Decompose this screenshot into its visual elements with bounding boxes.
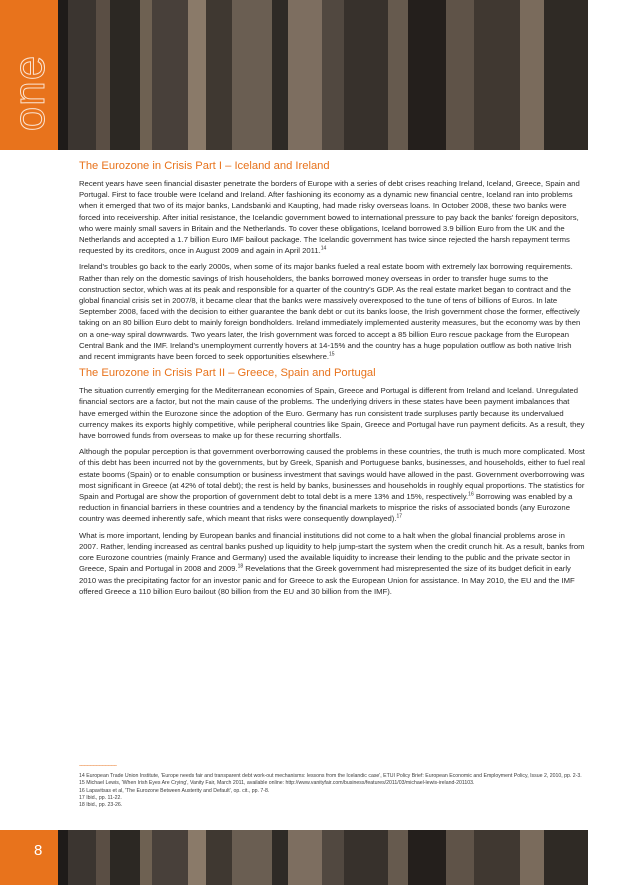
band-stripe bbox=[408, 0, 446, 150]
band-stripe bbox=[322, 0, 344, 150]
band-stripe bbox=[272, 830, 288, 885]
band-stripe bbox=[272, 0, 288, 150]
footnote-ref[interactable]: 18 bbox=[237, 563, 244, 570]
footnote: 17 Ibid., pp. 11-22. bbox=[79, 794, 122, 801]
section-title-1: The Eurozone in Crisis Part I – Iceland and Ireland bbox=[79, 160, 330, 172]
band-stripe bbox=[544, 830, 588, 885]
band-stripe bbox=[188, 830, 206, 885]
footer-band bbox=[0, 830, 638, 885]
header-band bbox=[0, 0, 638, 150]
band-stripe bbox=[96, 0, 110, 150]
footnote: 14 European Trade Union Institute, 'Europe needs fair and transparent debt work-out mechanisms: lessons from the Icelandic case', ETUI Policy Brief: European Economic and Employment Policy, Issue 2, 2010, pp. 2-3. bbox=[79, 773, 582, 779]
band-stripe bbox=[474, 830, 520, 885]
footnote-ref[interactable]: 16 bbox=[468, 491, 474, 498]
page-number: 8 bbox=[34, 842, 43, 859]
footnote-ref[interactable]: 14 bbox=[320, 245, 327, 252]
footnote-ref[interactable]: 17 bbox=[396, 513, 403, 520]
band-stripe bbox=[232, 0, 272, 150]
band-stripe bbox=[388, 830, 408, 885]
band-stripe bbox=[474, 0, 520, 150]
band-stripe bbox=[446, 0, 474, 150]
band-stripe bbox=[520, 0, 544, 150]
band-stripe bbox=[152, 0, 188, 150]
band-stripe bbox=[288, 830, 322, 885]
band-stripe bbox=[140, 0, 152, 150]
band-stripe bbox=[322, 830, 344, 885]
footnote: 16 Lapavitsas et al, 'The Eurozone Between Austerity and Default', op. cit., pp. 7-8. bbox=[79, 787, 270, 794]
footnote: 18 Ibid., pp. 23-26. bbox=[79, 802, 123, 809]
band-stripe bbox=[544, 0, 588, 150]
paragraph: The situation currently emerging for the Mediterranean economies of Spain, Greece and Portugal is different from Ireland and Iceland. Unregulated financial sectors are a factor, but not the main cause of the problems. The underlying drivers in these states have been payment imbalances that have emerged within the Eurozone since the adoption of the Euro. Germany has run consistent trade surpluses partly because its undervalued currency makes its exports highly competitive, while peripheral countries like Spain, Greece and Portugal have run payment deficits. As a result, they have borrowed funds from overseas to make up for these recurring shortfalls. bbox=[79, 386, 585, 441]
band-stripe bbox=[110, 0, 140, 150]
band-stripe bbox=[140, 830, 152, 885]
band-stripe bbox=[344, 830, 388, 885]
band-stripe bbox=[344, 0, 388, 150]
footnote: 15 Michael Lewis, 'When Irish Eyes Are Crying', Vanity Fair, March 2011, available online: http://www.vanityfair.com/business/features/2011/03/michael-lewis-ireland-201103. bbox=[79, 780, 475, 787]
band-stripe bbox=[408, 830, 446, 885]
band-stripe bbox=[388, 0, 408, 150]
band-stripe bbox=[96, 830, 110, 885]
band-stripe bbox=[68, 0, 96, 150]
band-stripe bbox=[520, 830, 544, 885]
band-stripe bbox=[232, 830, 272, 885]
band-stripe bbox=[68, 830, 96, 885]
band-stripe bbox=[0, 830, 58, 885]
main-content bbox=[79, 160, 585, 602]
footnotes bbox=[79, 773, 585, 809]
footnote-ref[interactable]: 15 bbox=[329, 351, 335, 358]
band-stripe bbox=[110, 830, 140, 885]
paragraph: Ireland's troubles go back to the early 2000s, when some of its major banks fueled a real estate boom with extremely lax borrowing requirements. Rather than rely on the domestic savings of Irish householders, the banks borrowed money overseas in order to transfer huge sums to the construction sector, which was at its peak and responsible for a quarter of the country's GDP. As the real estate market began to contract and the global financial crisis set in 2007/8, it became clear that the banks were massively overexposed to the tune of tens of billions of Euros. In late September 2008, faced with the decision to either guarantee the bank debt or cut its banks loose, the Irish government chose the former, effectively taking on an 80 billion Euro debt to mainly foreign bondholders. Ireland immediately implemented austerity measures, but the economy was by then on a one-way spiral downwards. Two years later, the Irish government was forced to accept a 85 billion Euro rescue package from the European Central Bank and the IMF. Ireland's unemployment currently hovers at 14-15% and the country has a huge population outflow as both native Irish and recent immigrants have been forced to seek opportunities elsewhere.$^{15}$ bbox=[79, 262, 581, 362]
band-stripe bbox=[188, 0, 206, 150]
chapter-label: one bbox=[5, 54, 55, 132]
band-stripe bbox=[206, 830, 232, 885]
band-stripe bbox=[152, 830, 188, 885]
footnote-divider: ------------------------- bbox=[79, 763, 117, 769]
band-stripe bbox=[206, 0, 232, 150]
paragraph: Recent years have seen financial disaster penetrate the borders of Europe with a series of debt crises reaching Ireland, Iceland, Greece, Spain and Portugal. First to face trouble were Iceland and Ireland. After fashioning its economy as a dynamic new financial centre, Iceland ran into problems when it emerged that two of its major banks, Landsbanki and Kaupting, had made risky overseas loans. In October 2008, these two banks were forced into receivership. After initial resistance, the Icelandic government bowed to international pressure to pay back the banks' foreign depositors, who were mainly small savers in Britain and the Netherlands. To cover these obligations, Iceland borrowed 3.9 billion Euro from the UK and the Netherlands and accepted a 1.7 billion Euro IMF bailout package. The Icelandic government has twice since rejected the harsh repayment terms requested by its creditors, once in August 2009 and again in April 2011.14 bbox=[79, 179, 580, 256]
paragraph: What is more important, lending by European banks and financial institutions did not come to a halt when the global financial problems arose in 2007. Rather, lending increased as central banks pushed up liquidity to help jump-start the system when the credit crunch hit. As a result, banks from core Eurozone countries (mainly France and Germany) used the available liquidity to increase their lending to the public and the private sector in Greece, Spain and Portugal in 2008 and 2009.18 Revelations that the Greek government had misrepresented the size of its budget deficit in early 2010 was the precipitating factor for an investor panic and for Greece to ask the European Union for assistance. In May 2010, the EU and the IMF offered Greece a 110 billion Euro bailout (80 billion from the EU and 30 billion from the IMF). bbox=[79, 530, 585, 596]
band-stripe bbox=[58, 830, 68, 885]
paragraph: Although the popular perception is that government overborrowing caused the problems in these countries, the truth is much more complicated. Most of this debt has been incurred not by the governments, but by Greek, Spanish and Portuguese banks, businesses, and households, either to fuel real estate booms (Spain) or to enable consumption or business investment that savings would have allowed in the past. Government overborrowing was most significant in Greece (at 42% of total debt); the rest is held by banks, businesses and households in roughly equal proportions. The statistics for Spain and Portugal are show the proportion of government debt to total debt is a mere 13% and 15%, respectively.$^{16}$ Borrowing was enabled by a reduction in financial barriers in these countries and a tendency by the financial markets to misprice the risks of associated bonds (any Eurozone country was deemed inherently safe, which meant that risks were consequently downplayed).$^{17}$ bbox=[79, 447, 585, 524]
section-title-2: The Eurozone in Crisis Part II – Greece, Spain and Portugal bbox=[79, 367, 376, 380]
band-stripe bbox=[288, 0, 322, 150]
band-stripe bbox=[446, 830, 474, 885]
